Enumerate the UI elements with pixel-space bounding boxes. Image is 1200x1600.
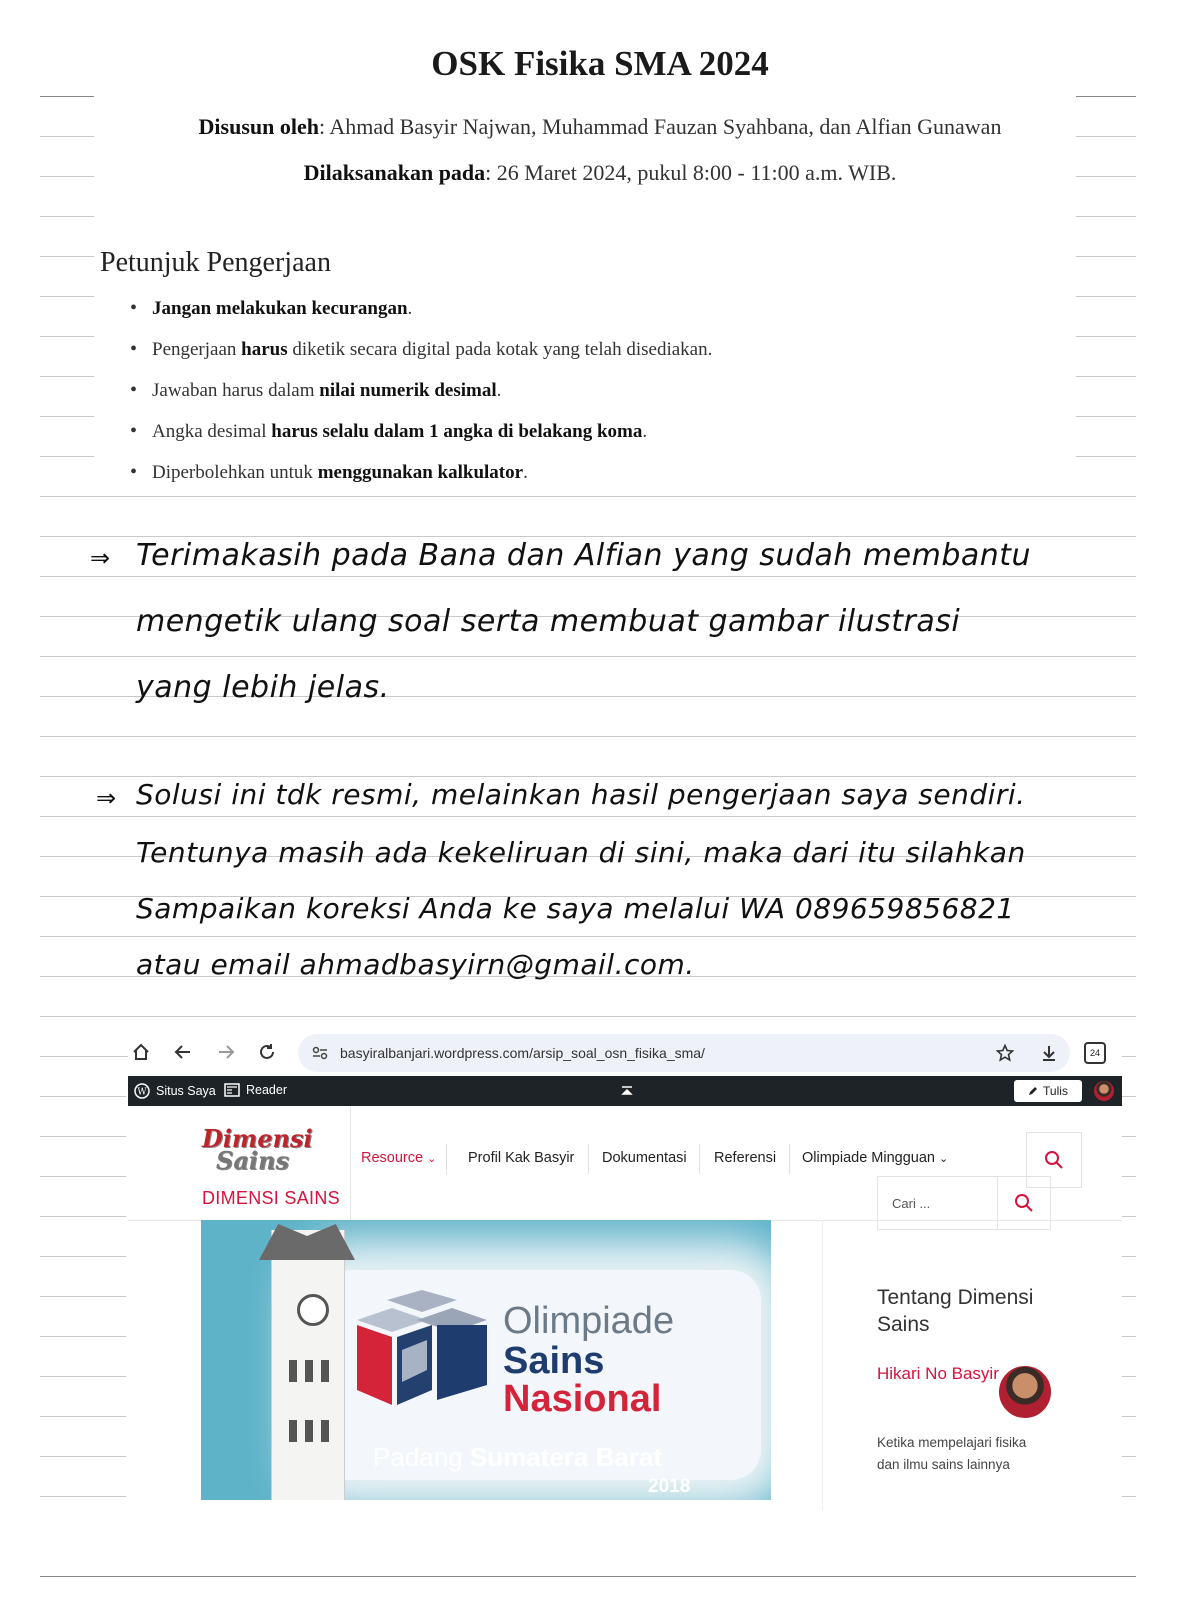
sidebar-search-button[interactable] [997,1177,1050,1229]
handwritten-note-line: yang lebih jelas. [136,670,390,705]
instruction-item: • Jangan melakukan kecurangan. [130,288,712,329]
forward-icon[interactable] [213,1039,239,1065]
chevron-down-icon: ⌄ [427,1153,437,1165]
chevron-down-icon: ⌄ [939,1153,949,1165]
site-info-icon[interactable] [312,1046,328,1060]
home-icon[interactable] [128,1039,154,1065]
menu-item-referensi[interactable]: Referensi [714,1150,777,1166]
download-icon[interactable] [1040,1044,1058,1062]
instructions-heading: Petunjuk Pengerjaan [100,247,331,278]
sidebar-about-text: Ketika mempelajari fisika dan ilmu sains lainnya [877,1435,1027,1472]
sidebar-search-input[interactable]: Cari ... [892,1196,931,1211]
clock-icon [297,1294,329,1326]
menu-separator [699,1144,700,1174]
tower-window [321,1360,329,1382]
reader-link[interactable] [224,1083,287,1097]
instruction-item: • Diperbolehkan untuk menggunakan kalkulator. [130,452,712,493]
reload-icon[interactable] [254,1039,280,1065]
site-title[interactable]: DIMENSI SAINS [202,1188,340,1208]
user-avatar[interactable] [1094,1081,1114,1101]
browser-screenshot [128,1030,1122,1510]
menu-item-profil[interactable]: Profil Kak Basyir [468,1150,575,1166]
search-icon [1044,1150,1064,1170]
date-line [0,160,1200,186]
instruction-item: • Jawaban harus dalam nilai numerik desimal. [130,370,712,411]
banner-line-1: Olimpiade [503,1300,675,1342]
authors-line [0,114,1200,140]
divider [350,1106,351,1220]
handwritten-note-line: atau email ahmadbasyirn@gmail.com. [136,948,695,981]
address-bar[interactable] [298,1034,1070,1072]
handwritten-note-line: Sampaikan koreksi Anda ke saya melalui WA 089659856821 [136,892,1015,925]
tab-count[interactable]: 24 [1084,1042,1106,1064]
site-logo[interactable]: Dimensi Sains [202,1124,313,1175]
handwritten-note-line: Tentunya masih ada kekeliruan di sini, maka dari itu silahkan [136,836,1026,869]
authors-label: Disusun oleh [198,114,319,139]
instructions-list [130,288,712,493]
reader-label: Reader [246,1083,287,1097]
sidebar-search [877,1176,1051,1230]
date-label: Dilaksanakan pada [303,160,486,185]
arrow-icon: ⇒ [90,544,111,572]
banner-year: 2018 [648,1476,691,1497]
collapse-icon[interactable] [621,1085,633,1097]
handwritten-note-line: Solusi ini tdk resmi, melainkan hasil pengerjaan saya sendiri. [136,778,1026,811]
banner-location: Padang Sumatera Barat [373,1442,663,1472]
handwritten-note-line: Terimakasih pada Bana dan Alfian yang sudah membantu [136,538,1032,573]
author-link[interactable]: Hikari No Basyir [877,1364,999,1383]
instruction-item: • Angka desimal harus selalu dalam 1 angka di belakang koma. [130,411,712,452]
tower-roof [259,1220,355,1260]
menu-item-olimpiade[interactable]: Olimpiade Mingguan ⌄ [802,1150,949,1166]
tower-window [289,1420,297,1442]
osn-cube-logo [347,1290,497,1420]
svg-text:W: W [137,1087,147,1098]
search-icon [1014,1193,1034,1213]
tower-window [289,1360,297,1382]
menu-item-dokumentasi[interactable]: Dokumentasi [602,1150,687,1166]
wordpress-icon [134,1083,150,1099]
banner-line-3: Nasional [503,1378,662,1420]
browser-toolbar [128,1030,1122,1076]
menu-separator [588,1144,589,1174]
menu-item-resource[interactable]: Resource ⌄ [361,1150,437,1166]
arrow-icon: ⇒ [96,784,117,812]
sidebar-divider [822,1220,823,1510]
menu-separator [446,1144,447,1174]
reader-icon [224,1083,240,1097]
my-site-link[interactable] [134,1083,216,1099]
write-button[interactable] [1014,1080,1082,1102]
tower-window [321,1420,329,1442]
bookmark-star-icon[interactable] [996,1044,1014,1062]
tower-window [305,1360,313,1382]
tower-window [305,1420,313,1442]
instruction-item: • Pengerjaan harus diketik secara digital pada kotak yang telah disediakan. [130,329,712,370]
featured-banner[interactable] [201,1220,771,1500]
back-icon[interactable] [170,1039,196,1065]
my-site-label: Situs Saya [156,1084,216,1098]
pen-icon [1028,1086,1038,1096]
banner-line-2: Sains [503,1340,605,1382]
url-text[interactable]: basyiralbanjari.wordpress.com/arsip_soal_osn_fisika_sma/ [340,1045,705,1061]
write-label: Tulis [1043,1084,1068,1098]
author-avatar[interactable] [997,1364,1053,1420]
date: : 26 Maret 2024, pukul 8:00 - 11:00 a.m. WIB. [485,160,897,185]
authors: : Ahmad Basyir Najwan, Muhammad Fauzan Syahbana, dan Alfian Gunawan [319,114,1002,139]
document-title: OSK Fisika SMA 2024 [431,44,769,83]
menu-separator [789,1144,790,1174]
wordpress-admin-bar [128,1076,1122,1106]
handwritten-note-line: mengetik ulang soal serta membuat gambar ilustrasi [136,604,961,639]
sidebar-about-title: Tentang Dimensi Sains [877,1286,1034,1336]
